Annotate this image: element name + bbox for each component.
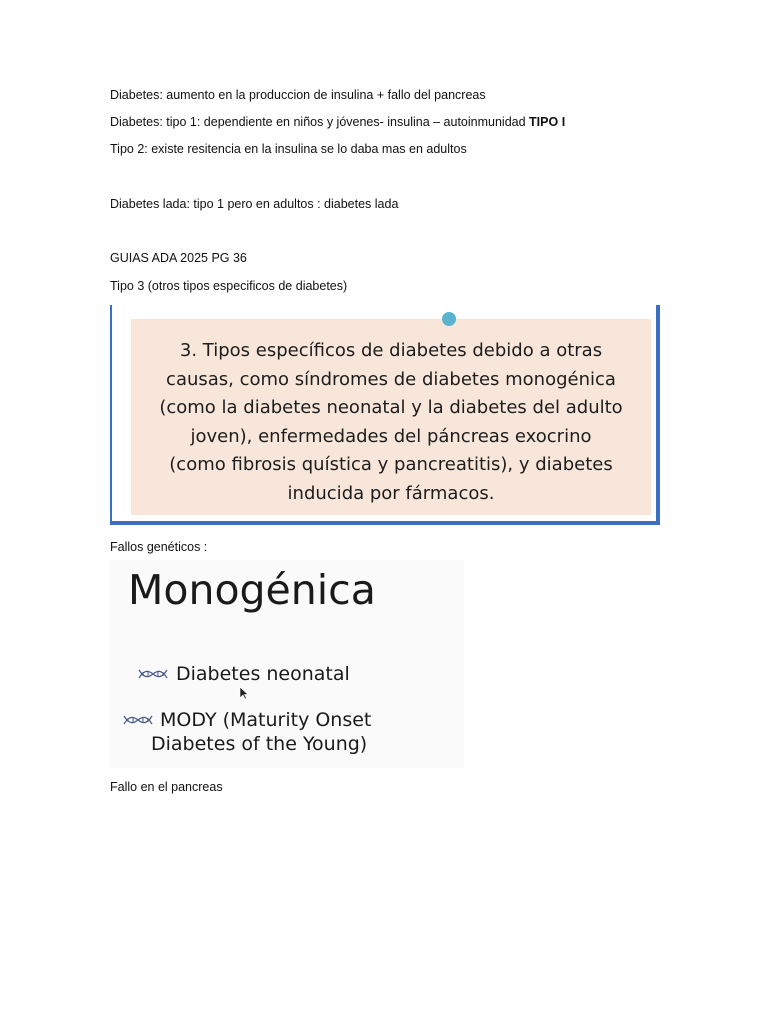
mody-label-line2: Diabetes of the Young) — [151, 733, 368, 755]
text-line-tipo-1 — [110, 114, 565, 130]
diabetes-neonatal-label: Diabetes neonatal — [176, 663, 350, 685]
monogenica-title: Monogénica — [128, 566, 376, 614]
dna-icon — [138, 668, 168, 680]
monogenica-image — [110, 560, 464, 768]
text-line-tipo-2: Tipo 2: existe resitencia en la insulina se lo daba mas en adultos — [110, 142, 467, 156]
cursor-icon — [239, 686, 249, 700]
tipo-1-bold-label: TIPO I — [529, 115, 566, 129]
text-line-fallos-geneticos: Fallos genéticos : — [110, 540, 208, 554]
text-line-diabetes-lada: Diabetes lada: tipo 1 pero en adultos : diabetes lada — [110, 197, 399, 211]
mody-label-line1: MODY (Maturity Onset — [160, 709, 372, 731]
text-line-diabetes-definition: Diabetes: aumento en la produccion de insulina + fallo del pancreas — [110, 88, 486, 102]
callout-text: 3. Tipos específicos de diabetes debido a otras causas, como síndromes de diabetes monogénica (como la diabetes neonatal y la diabetes del adulto joven), enfermedades del páncreas exocrino (como fibrosis quística y pancreatitis), y diabetes inducida por fármacos. — [159, 340, 623, 504]
dna-icon — [123, 714, 153, 726]
tipo-1-text: Diabetes: tipo 1: dependiente en niños y jóvenes- insulina – autoinmunidad — [110, 115, 530, 129]
text-line-tipo-3: Tipo 3 (otros tipos especificos de diabetes) — [110, 279, 348, 293]
text-line-guias-ada: GUIAS ADA 2025 PG 36 — [110, 251, 247, 265]
dot-icon — [442, 312, 456, 326]
text-line-fallo-pancreas: Fallo en el pancreas — [110, 780, 223, 794]
tipos-especificos-image — [110, 305, 658, 525]
